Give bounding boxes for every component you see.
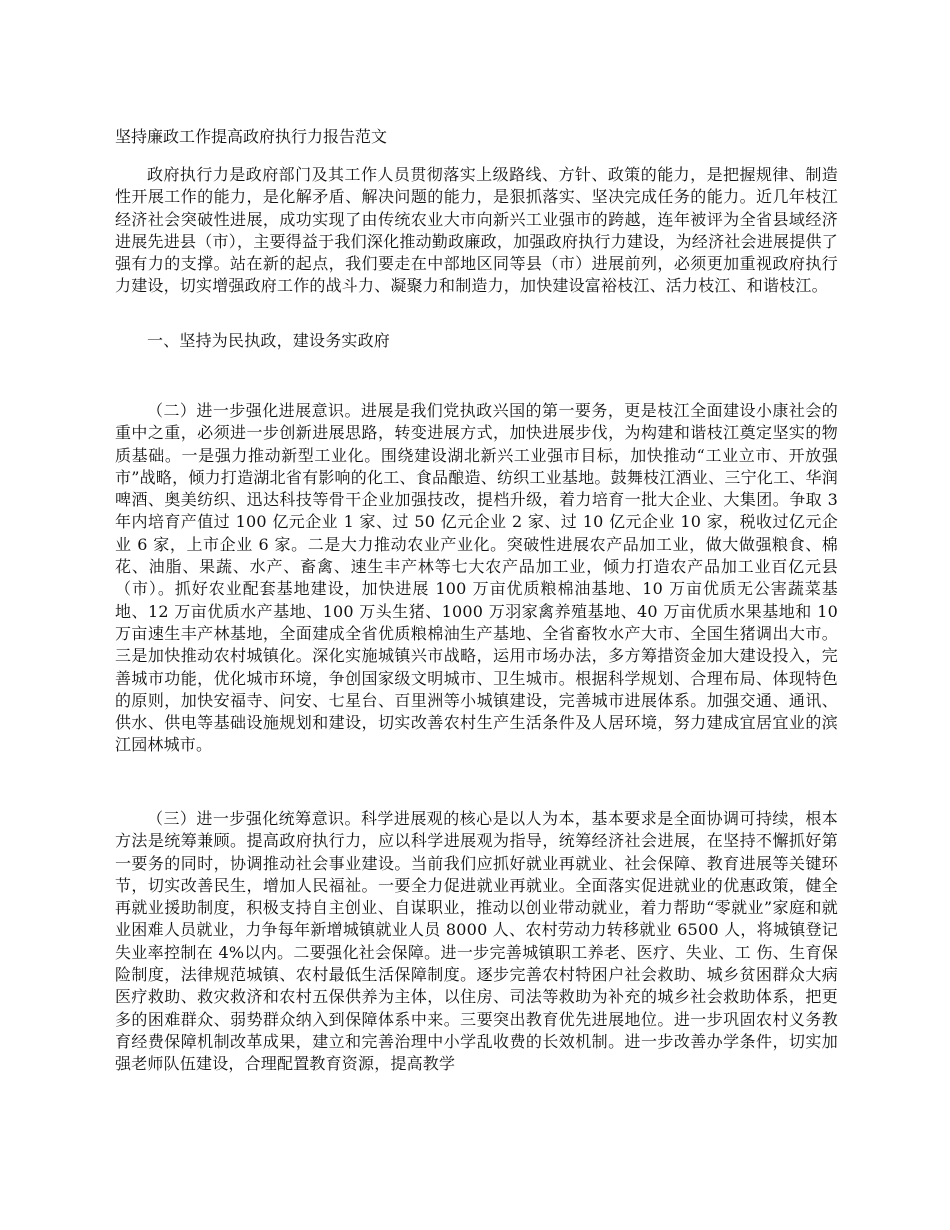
section-2-paragraph: （二）进一步强化进展意识。进展是我们党执政兴国的第一要务，更是枝江全面建设小康社会的重中之重，必须进一步创新进展思路，转变进展方式，加快进展步伐，为构建和谐枝江奠定坚实的物质基础。一是强力推动新型工业化。围绕建设湖北新兴工业强市目标，加快推动“工业立市、开放强市”战略，倾力打造湖北省有影响的化工、食品酿造、纺织工业基地。鼓舞枝江酒业、三宁化工、华润啤酒、奥美纺织、迅达科技等骨干企业加强技改，提档升级，着力培育一批大企业、大集团。争取 3 年内培育产值过 100 亿元企业 1 家、过 50 亿元企业 2 家、过 10 亿元企业 10 家，税收过亿元企业 6 家，上市企业 6 家。二是大力推动农业产业化。突破性进展农产品加工业，做大做强粮食、棉花、油脂、果蔬、水产、畜禽、速生丰产林等七大农产品加工业，倾力打造农产品加工业百亿元县（市）。抓好农业配套基地建设，加快进展 100 万亩优质粮棉油基地、10 万亩优质无公害蔬菜基地、12 万亩优质水产基地、100 万头生猪、1000 万羽家禽养殖基地、40 万亩优质水果基地和 10 万亩速生丰产林基地，全面建成全省优质粮棉油生产基地、全省畜牧水产大市、全国生猪调出大市。三是加快推动农村城镇化。深化实施城镇兴市战略，运用市场办法，多方筹措资金加大建设投入，完善城市功能，优化城市环境，争创国家级文明城市、卫生城市。根据科学规划、合理布局、体现特色的原则，加快安福寺、问安、七星台、百里洲等小城镇建设，完善城市进展体系。加强交通、通讯、供水、供电等基础设施规划和建设，切实改善农村生产生活条件及人居环境，努力建成宜居宜业的滨江园林城市。 — [115, 401, 838, 755]
section-3-paragraph: （三）进一步强化统筹意识。科学进展观的核心是以人为本，基本要求是全面协调可持续，根本方法是统筹兼顾。提高政府执行力，应以科学进展观为指导，统筹经济社会进展，在坚持不懈抓好第一要务的同时，协调推动社会事业建设。当前我们应抓好就业再就业、社会保障、教育进展等关键环节，切实改善民生，增加人民福祉。一要全力促进就业再就业。全面落实促进就业的优惠政策，健全再就业援助制度，积极支持自主创业、自谋职业，推动以创业带动就业，着力帮助“零就业”家庭和就业困难人员就业，力争每年新增城镇就业人员 8000 人、农村劳动力转移就业 6500 人，将城镇登记失业率控制在 4%以内。二要强化社会保障。进一步完善城镇职工养老、医疗、失业、工 伤、生育保险制度，法律规范城镇、农村最低生活保障制度。逐步完善农村特困户社会救助、城乡贫困群众大病医疗救助、救灾救济和农村五保供养为主体，以住房、司法等救助为补充的城乡社会救助体系，把更多的困难群众、弱势群众纳入到保障体系中来。三要突出教育优先进展地位。进一步巩固农村义务教育经费保障机制改革成果，建立和完善治理中小学乱收费的长效机制。进一步改善办学条件，切实加强老师队伍建设，合理配置教育资源，提高教学 — [115, 809, 838, 1074]
document-title: 坚持廉政工作提高政府执行力报告范文 — [115, 127, 388, 146]
section-heading-1: 一、坚持为民执政，建设务实政府 — [147, 331, 391, 350]
intro-paragraph: 政府执行力是政府部门及其工作人员贯彻落实上级路线、方针、政策的能力，是把握规律、制造性开展工作的能力，是化解矛盾、解决问题的能力，是狠抓落实、坚决完成任务的能力。近几年枝江经济社会突破性进展，成功实现了由传统农业大市向新兴工业强市的跨越，连年被评为全省县域经济进展先进县（市），主要得益于我们深化推动勤政廉政，加强政府执行力建设，为经济社会进展提供了强有力的支撑。站在新的起点，我们要走在中部地区同等县（市）进展前列，必须更加重视政府执行力建设，切实增强政府工作的战斗力、凝聚力和制造力，加快建设富裕枝江、活力枝江、和谐枝江。 — [115, 165, 838, 296]
